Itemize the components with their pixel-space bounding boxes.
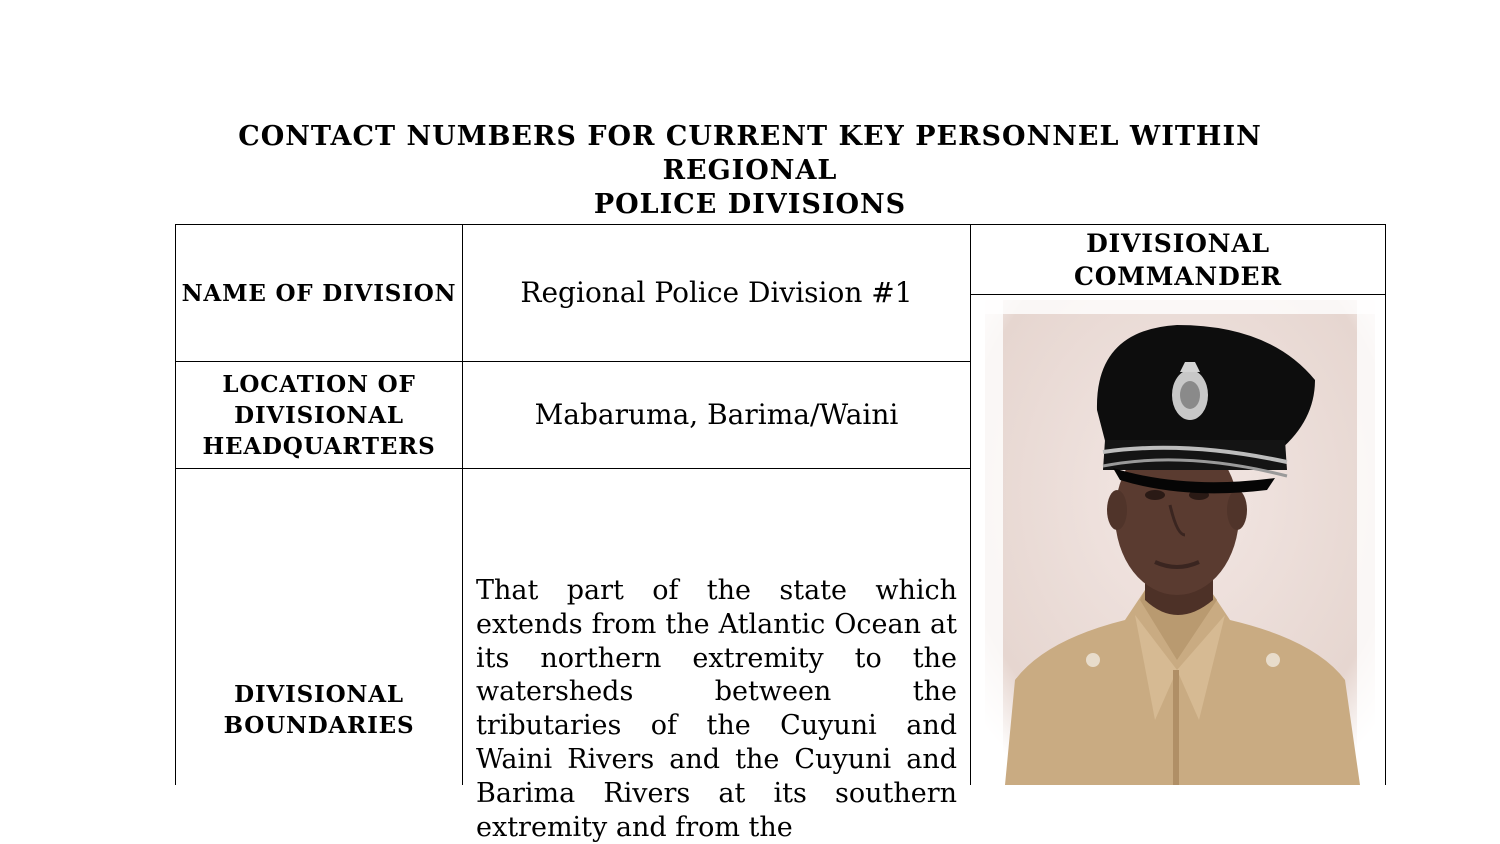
commander-header-line-1: DIVISIONAL xyxy=(1086,228,1270,258)
commander-header-line-2: COMMANDER xyxy=(1074,261,1282,291)
boundaries-label-line-2: BOUNDARIES xyxy=(223,712,415,739)
document-title-line-2: POLICE DIVISIONS xyxy=(593,189,907,220)
location-label-line-3: HEADQUARTERS xyxy=(202,432,436,460)
location-value xyxy=(463,362,970,468)
document-title-line-1: CONTACT NUMBERS FOR CURRENT KEY PERSONNEL WITHIN REGIONAL xyxy=(238,121,1262,186)
commander-portrait xyxy=(985,300,1375,785)
name-of-division-label-text: NAME OF DIVISION xyxy=(181,279,457,307)
commander-header-divider xyxy=(970,294,1386,295)
boundaries-label xyxy=(176,675,462,745)
location-label-line-1: LOCATION OF xyxy=(222,370,416,398)
commander-portrait-icon xyxy=(985,300,1375,785)
divisional-commander-header xyxy=(971,225,1385,294)
name-of-division-value xyxy=(463,225,970,361)
table-row-divider-2 xyxy=(175,468,971,469)
boundaries-label-line-1: DIVISIONAL xyxy=(234,681,404,708)
table-column-divider-2 xyxy=(970,224,971,785)
table-right-border xyxy=(1385,224,1386,785)
boundaries-value: That part of the state which extends from the Atlantic Ocean at its northern extremity to the watersheds between the tributaries of the Cuyuni and Waini Rivers and the Cuyuni and Barima Rivers at its southern extremity and from the xyxy=(476,575,957,843)
name-of-division-label xyxy=(176,225,462,361)
location-label-line-2: DIVISIONAL xyxy=(234,401,404,429)
name-of-division-value-text: Regional Police Division #1 xyxy=(520,276,913,309)
document-title xyxy=(175,120,1325,222)
location-label xyxy=(176,362,462,468)
location-value-text: Mabaruma, Barima/Waini xyxy=(534,398,899,431)
